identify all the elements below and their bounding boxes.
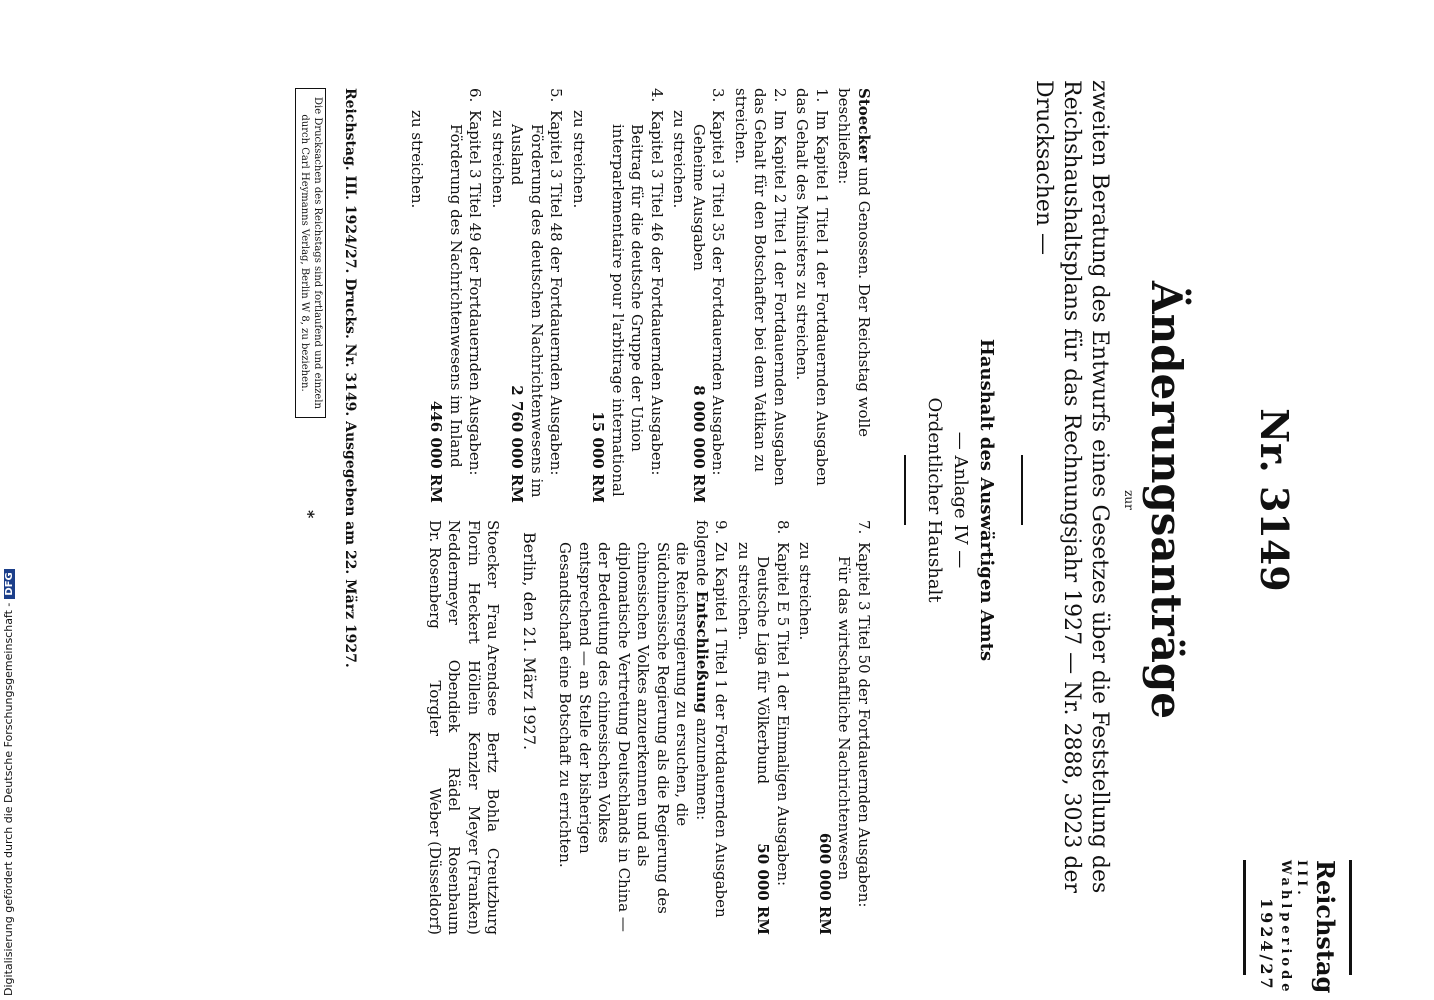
lead-text: und Genossen. Der Reichstag wolle beschließen: <box>835 88 873 438</box>
resolution-body: die Reichsregierung zu ersuchen, die Südchinesische Regierung als die Regierung des chinesischen Volkes anzuerkennen und als diplomatische Vertretung Deutschlands in China — der Bedeutung des chinesischen Volkes entsprechend — an Stelle der bisherigen Gesandtschaft eine Botschaft zu errichten. <box>556 542 692 932</box>
item-number: 7. <box>855 520 873 535</box>
item-amount: 15 000 RM <box>589 411 608 503</box>
item-sub-text: Förderung des deutschen Nachrichtenwesens im Ausland <box>508 124 546 498</box>
title-connector: zur <box>1122 490 1136 510</box>
motion-item <box>792 88 831 503</box>
item-text: Kapitel 3 Titel 50 der Fortdauernden Ausgaben: <box>855 542 873 908</box>
item-number: 2. <box>771 88 789 103</box>
item-tail: zu streichen. <box>670 110 689 209</box>
signatories <box>424 520 502 935</box>
item-number: 1. <box>813 88 831 103</box>
motion-item <box>555 520 731 935</box>
item-number: 6. <box>466 88 485 103</box>
document-number: Nr. 3149 <box>1252 408 1297 592</box>
signatory: Neddermeyer <box>445 520 464 625</box>
header-rule-top <box>1349 860 1352 975</box>
dfg-logo: DFG <box>4 569 15 598</box>
item-sub <box>689 88 709 503</box>
item-text: Kapitel 3 Titel 48 der Fortdauernden Ausgaben: <box>547 110 566 476</box>
signatory: Florin <box>464 520 483 566</box>
item-text: Kapitel 3 Titel 49 der Fortdauernden Ausgaben: <box>466 110 485 476</box>
intro-paragraph: zweiten Beratung des Entwurfs eines Gesetzes über die Feststellung des Reichshaushaltsplans für das Rechnungsjahr 1927 — Nr. 2888, 3023 der Drucksachen — <box>1030 80 1112 894</box>
credit-text: Digitalisierung gefördert durch die Deutsche Forschungsgemeinschaft - <box>2 602 15 996</box>
years-label: 1924/27 <box>1257 898 1277 992</box>
motion-item <box>407 88 485 503</box>
signatory-row <box>483 520 503 935</box>
item-amount: 2 760 000 RM <box>508 385 527 503</box>
item-number: 5. <box>547 88 566 103</box>
signatory-row <box>463 520 483 935</box>
item-number: 4. <box>648 88 666 103</box>
item-text: Kapitel E 5 Titel 1 der Einmaligen Ausgaben: <box>774 542 792 887</box>
item-tail: zu streichen. <box>408 110 426 209</box>
item-sub <box>507 88 546 503</box>
signatory: Stoecker <box>484 520 503 588</box>
item-sub-text: Deutsche Liga für Völkerbund <box>754 556 773 785</box>
right-column <box>424 520 873 935</box>
item-amount: 8 000 000 RM <box>690 385 708 503</box>
item-text: Zu Kapitel 1 Titel 1 der Fortdauernden Ausgaben folgende <box>693 520 731 918</box>
header-rule-bottom <box>1243 860 1246 975</box>
document-title: Änderungsanträge <box>1142 280 1191 719</box>
signatory: Heckert <box>464 582 483 644</box>
item-sub <box>753 520 773 935</box>
item-amount: 50 000 RM <box>754 843 773 935</box>
signatory: Torgler <box>425 680 444 737</box>
signatory: Bertz <box>484 731 503 773</box>
item-number: 9. <box>712 520 731 535</box>
item-sub-text: Für das wirtschaftliche Nachrichtenwesen <box>835 556 854 881</box>
item-sub <box>815 520 854 935</box>
item-tail: zu streichen. <box>489 110 507 209</box>
signatory-row <box>444 520 464 935</box>
signatory: Kenzler <box>464 731 483 790</box>
signatory: Rosenbaum <box>445 846 464 935</box>
item-sub-text: Geheime Ausgaben <box>690 124 708 271</box>
motion-item <box>569 88 667 503</box>
digitization-credit <box>2 572 20 996</box>
item-number: 3. <box>709 88 728 103</box>
signatory: Frau Arendsee <box>484 603 503 717</box>
signatory: Rädel <box>445 767 464 812</box>
section-heading: Haushalt des Auswärtigen Amts <box>976 338 997 662</box>
section-annex: — Anlage IV — <box>950 431 971 569</box>
wahlperiode-label: III. Wahlperiode <box>1277 860 1310 996</box>
item-text: Im Kapitel 2 Titel 1 der Fortdauernden Ausgaben das Gehalt für den Botschafter bei dem Vatikan zu streichen. <box>732 88 789 486</box>
item-text: Kapitel 3 Titel 35 der Fortdauernden Ausgaben: <box>709 110 728 476</box>
reichstag-label: Reichstag <box>1311 860 1340 994</box>
motion-lead <box>834 88 873 503</box>
divider <box>904 455 906 525</box>
signatory: Meyer (Franken) <box>464 805 483 935</box>
item-text: Kapitel 3 Titel 46 der Fortdauernden Ausgaben: <box>648 110 666 476</box>
signatory-row <box>424 520 444 935</box>
resolution-keyword: Entschließung <box>693 590 711 714</box>
signatory: Weber (Düsseldorf) <box>425 787 444 935</box>
item-sub-text: Beitrag für die deutsche Gruppe der Union interparlementaire pour l'arbitrage international <box>609 124 647 497</box>
left-column <box>404 88 874 503</box>
section-subheading: Ordentlicher Haushalt <box>924 397 945 603</box>
signatory: Höllein <box>464 660 483 716</box>
motion-item <box>731 88 790 503</box>
lead-name: Stoecker <box>855 88 873 163</box>
distribution-note: Die Drucksachen des Reichstags sind fortlaufend und einzeln durch Carl Heymanns Verlag, Berlin W 8, zu beziehen. <box>295 88 326 418</box>
signatory: Obendiek <box>445 659 464 733</box>
signatory: Bohla <box>484 788 503 833</box>
motion-item <box>669 88 728 503</box>
rotated-document-page <box>208 0 1358 1000</box>
signatory: Dr. Rosenberg <box>425 520 444 629</box>
item-text: Im Kapitel 1 Titel 1 der Fortdauernden Ausgaben das Gehalt des Ministers zu streichen. <box>793 88 831 486</box>
motion-item <box>795 520 873 935</box>
item-sub-text: Förderung des Nachrichtenwesens im Inland <box>447 124 465 468</box>
item-sub <box>426 88 465 503</box>
motion-item <box>488 88 566 503</box>
divider <box>1021 455 1023 525</box>
item-sub <box>588 88 647 503</box>
item-amount: 446 000 RM <box>427 400 446 503</box>
publication-footer: Reichstag. III. 1924/27. Drucks. Nr. 3149. Ausgegeben am 22. März 1927. <box>342 88 358 668</box>
signature-date: Berlin, den 21. März 1927. <box>520 532 539 751</box>
item-number: 8. <box>774 520 792 535</box>
item-tail: zu streichen. <box>735 542 753 641</box>
motion-item <box>734 520 793 935</box>
footer-asterisk: * <box>299 510 318 519</box>
signatory: Creutzburg <box>484 847 503 935</box>
item-tail: zu streichen. <box>570 110 588 209</box>
item-amount: 600 000 RM <box>816 832 834 935</box>
item-tail: zu streichen. <box>796 542 815 641</box>
item-text-after: anzunehmen: <box>693 713 711 821</box>
